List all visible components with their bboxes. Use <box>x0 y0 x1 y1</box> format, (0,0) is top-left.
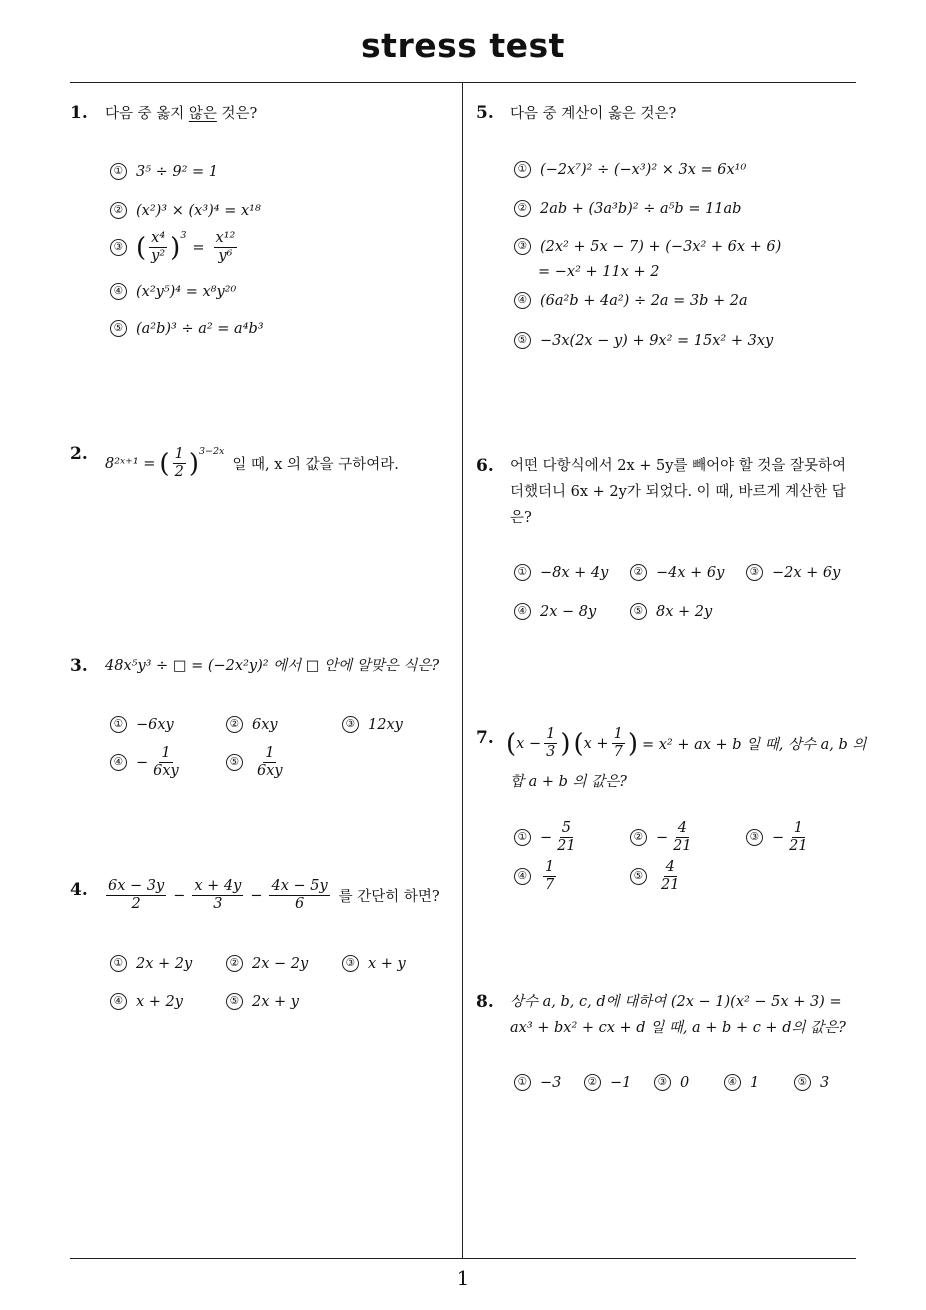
q3-option-1[interactable]: ① −6xy <box>110 716 174 733</box>
q8-option-5[interactable]: ⑤ 3 <box>794 1074 829 1091</box>
q5-option-3[interactable]: ③ (2x² + 5x − 7) + (−3x² + 6x + 6) <box>514 238 781 255</box>
question-number: 2. <box>70 444 88 464</box>
q1-option-1[interactable]: ① 3⁵ ÷ 9² = 1 <box>110 163 218 180</box>
question-number: 5. <box>476 103 494 123</box>
q6-option-2[interactable]: ② −4x + 6y <box>630 564 724 581</box>
q7-option-1[interactable]: ① − $\frac{5}{21}$ <box>514 820 581 855</box>
question-6-text: 어떤 다항식에서 2x + 5y를 빼어야 할 것을 잘못하여 더했더니 6x + 2y가 되었다. 이 때, 바르게 계산한 답 은? <box>510 458 846 526</box>
question-3-text: 48x⁵y³ ÷ □ = (−2x²y)² 에서 □ 안에 알맞은 식은? <box>105 658 440 674</box>
q8-option-4[interactable]: ④ 1 <box>724 1074 759 1091</box>
question-2-text: 8²ˣ⁺¹ = ( $\frac{1}{2}$ ) $^{3-2x}$ 일 때, x 의 값을 구하여라. <box>105 446 399 480</box>
q3-option-4[interactable]: ④ − $\frac{1}{6xy}$ <box>110 745 184 780</box>
column-divider <box>462 83 463 1259</box>
question-5-text: 다음 중 계산이 옳은 것은? <box>510 106 677 122</box>
q3-option-5[interactable]: ⑤ $\frac{1}{6xy}$ <box>226 745 288 780</box>
top-rule <box>70 82 856 83</box>
q1-option-3[interactable]: ③ ( $\frac{\text{x⁴}}{\text{y²}}$ ) $^3$ = $\frac{\text{x¹²}}{\text{y⁶}}$ <box>110 230 240 265</box>
q7-option-5[interactable]: ⑤ $\frac{4}{21}$ <box>630 859 684 894</box>
question-number: 7. <box>476 728 494 748</box>
q4-option-1[interactable]: ① 2x + 2y <box>110 955 192 972</box>
page-number: 1 <box>456 1266 470 1290</box>
q8-option-2[interactable]: ② −1 <box>584 1074 631 1091</box>
q7-option-2[interactable]: ② − $\frac{4}{21}$ <box>630 820 697 855</box>
q4-option-3[interactable]: ③ x + y <box>342 955 406 972</box>
question-number: 4. <box>70 880 88 900</box>
question-7-text-line2: 합 a + b 의 값은? <box>510 774 627 790</box>
q1-option-4[interactable]: ④ (x²y⁵)⁴ = x⁸y²⁰ <box>110 283 236 300</box>
page-title: stress test <box>361 26 565 65</box>
q4-option-5[interactable]: ⑤ 2x + y <box>226 993 299 1010</box>
q6-option-4[interactable]: ④ 2x − 8y <box>514 603 596 620</box>
q8-option-3[interactable]: ③ 0 <box>654 1074 689 1091</box>
bottom-rule <box>70 1258 856 1259</box>
question-8-text: 상수 a, b, c, d에 대하여 (2x − 1)(x² − 5x + 3) = ax³ + bx² + cx + d 일 때, a + b + c + d의 값은? <box>510 994 846 1036</box>
q5-option-2[interactable]: ② 2ab + (3a³b)² ÷ a⁵b = 11ab <box>514 200 741 217</box>
q7-option-3[interactable]: ③ − $\frac{1}{21}$ <box>746 820 813 855</box>
question-1-text: 다음 중 옳지 않은 것은? <box>105 106 258 122</box>
q5-option-4[interactable]: ④ (6a²b + 4a²) ÷ 2a = 3b + 2a <box>514 292 748 309</box>
underlined-word: 않은 <box>188 106 217 122</box>
q8-option-1[interactable]: ① −3 <box>514 1074 561 1091</box>
question-number: 6. <box>476 456 494 476</box>
question-number: 1. <box>70 103 88 123</box>
q4-option-2[interactable]: ② 2x − 2y <box>226 955 308 972</box>
q5-option-1[interactable]: ① (−2x⁷)² ÷ (−x³)² × 3x = 6x¹⁰ <box>514 161 746 178</box>
q6-option-3[interactable]: ③ −2x + 6y <box>746 564 840 581</box>
question-number: 8. <box>476 992 494 1012</box>
question-7-text: ( x − $\frac{1}{3}$ ) ( x + $\frac{1}{7}$ ) = x² + ax + b 일 때, 상수 a, b 의 <box>506 726 867 760</box>
q5-option-3-continued: = −x² + 11x + 2 <box>538 264 660 280</box>
question-4-text: $\frac{6x - 3y}{2}$ − $\frac{x + 4y}{3}$ − $\frac{4x - 5y}{6}$ 를 간단히 하면? <box>108 878 440 912</box>
q1-option-2[interactable]: ② (x²)³ × (x³)⁴ = x¹⁸ <box>110 202 261 219</box>
q3-option-3[interactable]: ③ 12xy <box>342 716 403 733</box>
q1-option-5[interactable]: ⑤ (a²b)³ ÷ a² = a⁴b³ <box>110 320 264 337</box>
q4-option-4[interactable]: ④ x + 2y <box>110 993 183 1010</box>
question-number: 3. <box>70 656 88 676</box>
q7-option-4[interactable]: ④ $\frac{1}{7}$ <box>514 859 559 894</box>
q6-option-5[interactable]: ⑤ 8x + 2y <box>630 603 712 620</box>
q3-option-2[interactable]: ② 6xy <box>226 716 278 733</box>
q6-option-1[interactable]: ① −8x + 4y <box>514 564 608 581</box>
q5-option-5[interactable]: ⑤ −3x(2x − y) + 9x² = 15x² + 3xy <box>514 332 773 349</box>
